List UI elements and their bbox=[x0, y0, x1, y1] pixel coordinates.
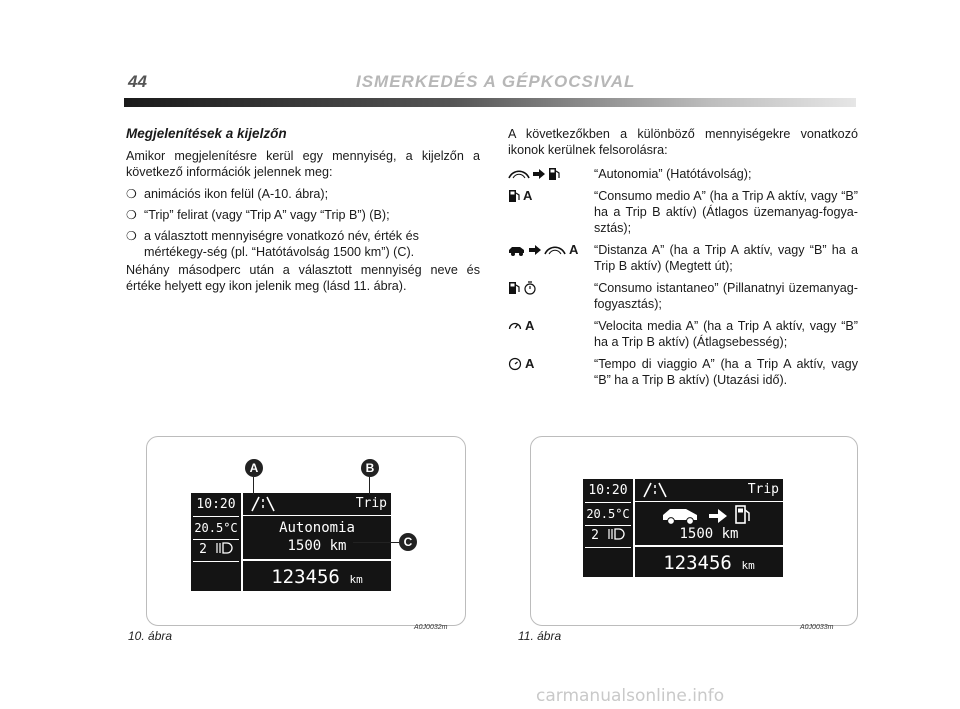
road-icon bbox=[544, 243, 566, 257]
quantity-text: “Velocita media A” (ha a Trip A aktív, vagy “B” ha a Trip B aktív) (Átlagsebesség); bbox=[594, 319, 858, 349]
outro-paragraph: Néhány másodperc után a választott mennyiség neve és értéke helyett egy ikon jelenik meg (lásd 11. ábra). bbox=[126, 263, 480, 293]
clock-cell: 10:20 bbox=[588, 483, 628, 498]
bullet-text: “Trip” felirat (vagy “Trip A” vagy “Trip B”) (B); bbox=[144, 208, 390, 222]
fuel-pump-icon bbox=[215, 541, 233, 555]
clock-icon bbox=[523, 281, 537, 295]
page-number: 44 bbox=[128, 72, 147, 91]
callout-b: B bbox=[361, 459, 379, 477]
bullet-item bbox=[126, 186, 480, 202]
quantity-row bbox=[508, 242, 858, 274]
intro-paragraph: Amikor megjelenítésre kerül egy mennyiség, a kijelzőn a következő információk jelennek meg: bbox=[126, 149, 480, 179]
road-animation-icon bbox=[249, 495, 277, 513]
figure-10 bbox=[146, 436, 466, 626]
trip-suffix: A bbox=[523, 188, 533, 203]
quantity-text: “Autonomia” (Hatótávolság); bbox=[594, 167, 752, 181]
callout-c: C bbox=[399, 533, 417, 551]
display-panel bbox=[583, 479, 783, 577]
odometer bbox=[635, 551, 783, 575]
quantity-value: 1500 km bbox=[287, 538, 347, 554]
quantity-row bbox=[508, 166, 858, 182]
stopwatch-icon bbox=[508, 357, 522, 371]
quantity-row bbox=[508, 318, 858, 350]
car-icon bbox=[508, 243, 526, 257]
fuel-pump-icon bbox=[735, 505, 751, 525]
chapter-title: ISMERKEDÉS A GÉPKOCSIVAL bbox=[356, 72, 636, 91]
temperature-cell: 20.5°C bbox=[586, 507, 630, 521]
quantity-text: “Distanza A” (ha a Trip A aktív, vagy “B” ha a Trip B aktív) (Megtett út); bbox=[594, 243, 858, 273]
temperature-cell: 20.5°C bbox=[194, 521, 238, 535]
arrow-icon bbox=[709, 508, 727, 524]
bullet-mark: ❍ bbox=[126, 187, 137, 201]
trip-suffix: A bbox=[525, 356, 535, 371]
header-rule bbox=[124, 98, 856, 107]
bullet-item bbox=[126, 228, 480, 260]
icons-intro: A következőkben a különböző mennyiségekre vonatkozó ikonok kerülnek felsorolásra: bbox=[508, 127, 858, 157]
odometer-unit: km bbox=[741, 559, 755, 572]
left-column bbox=[126, 126, 480, 300]
fuel-pump-icon bbox=[508, 281, 520, 295]
bullet-item bbox=[126, 207, 480, 223]
gear-value: 2 bbox=[199, 542, 207, 557]
figure-11 bbox=[530, 436, 858, 626]
quantity-row bbox=[508, 356, 858, 388]
bullet-text: a választott mennyiségre vonatkozó név, érték és mértékegy-ség (pl. “Hatótávolság 1500 km”) (C). bbox=[144, 229, 419, 259]
figure-10-label: 10. ábra bbox=[128, 629, 173, 643]
trip-suffix: A bbox=[569, 242, 579, 257]
fuel-pump-icon bbox=[508, 189, 520, 203]
quantity-text: “Tempo di viaggio A” (ha a Trip A aktív, vagy “B” ha a Trip B aktív) (Utazási idő). bbox=[594, 357, 858, 387]
figure-11-code: A0J0033m bbox=[800, 624, 834, 631]
watermark: carmanualsonline.info bbox=[536, 686, 725, 706]
right-column bbox=[508, 126, 858, 394]
quantity-text: “Consumo medio A” (ha a Trip A aktív, vagy “B” ha a Trip B aktív) (Átlagos üzemanyag-fogya-sztás); bbox=[594, 189, 858, 235]
speedometer-icon bbox=[508, 319, 522, 333]
quantity-row bbox=[508, 188, 858, 236]
figure-10-code: A0J0032m bbox=[414, 624, 448, 631]
trip-label: Trip bbox=[747, 482, 779, 497]
callout-a: A bbox=[245, 459, 263, 477]
odometer bbox=[243, 565, 391, 589]
quantity-text: “Consumo istantaneo” (Pillanatnyi üzemanyag-fogyasztás); bbox=[594, 281, 858, 311]
odometer-unit: km bbox=[349, 573, 363, 586]
car-icon bbox=[661, 505, 701, 525]
bullet-text: animációs ikon felül (A-10. ábra); bbox=[144, 187, 329, 201]
gear-value: 2 bbox=[591, 528, 599, 543]
road-icon bbox=[508, 167, 530, 181]
figure-11-label: 11. ábra bbox=[518, 629, 562, 643]
fuel-pump-icon bbox=[607, 527, 625, 541]
section-title: Megjelenítések a kijelzőn bbox=[126, 126, 287, 141]
road-animation-icon bbox=[641, 481, 669, 499]
gear-cell bbox=[587, 527, 629, 545]
trip-label: Trip bbox=[355, 496, 387, 511]
odometer-value: 123456 bbox=[663, 552, 732, 574]
quantity-value: 1500 km bbox=[679, 526, 739, 542]
bullet-mark: ❍ bbox=[126, 229, 137, 243]
arrow-icon bbox=[533, 167, 545, 181]
fuel-pump-icon bbox=[548, 167, 560, 181]
clock-cell: 10:20 bbox=[196, 497, 236, 512]
bullet-mark: ❍ bbox=[126, 208, 137, 222]
trip-suffix: A bbox=[525, 318, 535, 333]
quantity-row bbox=[508, 280, 858, 312]
quantity-name: Autonomia bbox=[279, 520, 355, 536]
odometer-value: 123456 bbox=[271, 566, 340, 588]
gear-cell bbox=[195, 541, 237, 559]
arrow-icon bbox=[529, 243, 541, 257]
